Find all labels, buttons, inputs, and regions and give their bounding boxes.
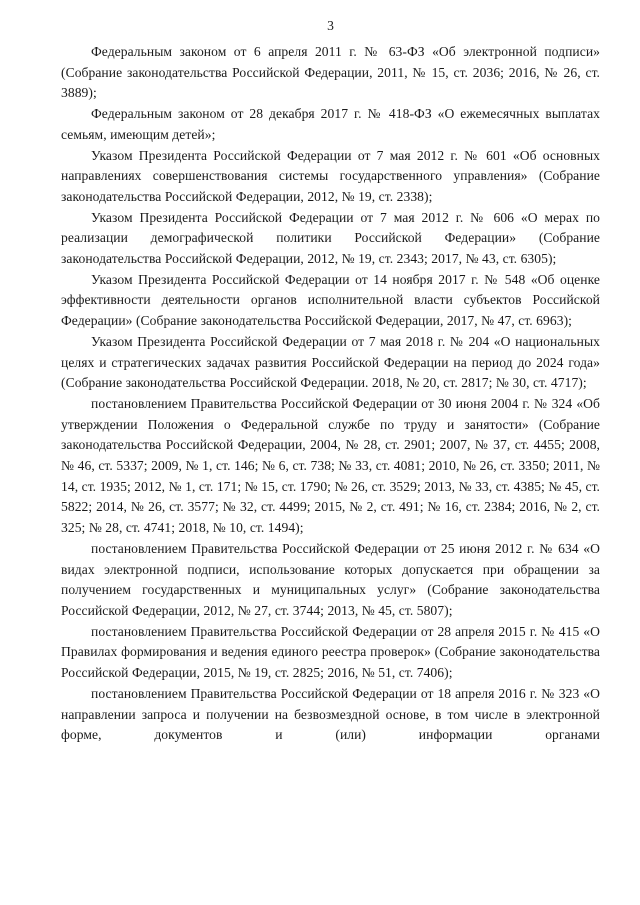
paragraph-law-63fz: Федеральным законом от 6 апреля 2011 г. № 63-ФЗ «Об электронной подписи» (Собрание законодательства Российской Федерации, 2011, № 15, ст. 2036; 2016, № 26, ст. 3889); (61, 44, 600, 101)
paragraph-decree-606: Указом Президента Российской Федерации от 7 мая 2012 г. № 606 «О мерах по реализации демографической политики Российской Федерации» (Собрание законодательства Российской Федерации, 2012, № 19, ст. 2343; 2017, № 43, ст. 6305); (61, 209, 600, 267)
paragraph-resolution-634: постановлением Правительства Российской Федерации от 25 июня 2012 г. № 634 «О видах электронной подписи, использование которых допускается при обращении за получением государственных и муниципальных услуг» (Собрание законодательства Российской Федерации, 2012, № 27, ст. 3744; 2013, № 45, ст. 5807); (61, 540, 600, 618)
paragraph-decree-548: Указом Президента Российской Федерации от 14 ноября 2017 г. № 548 «Об оценке эффективности деятельности органов исполнительной власти субъектов Российской Федерации» (Собрание законодательства Российской Федерации, 2017, № 47, ст. 6963); (61, 271, 600, 329)
paragraph-resolution-323: постановлением Правительства Российской Федерации от 18 апреля 2016 г. № 323 «О направлении запроса и получении на безвозмездной основе, в том числе в электронной форме, документов и (или) информации органами (61, 685, 600, 743)
paragraph-resolution-415: постановлением Правительства Российской Федерации от 28 апреля 2015 г. № 415 «О Правилах формирования и ведения единого реестра проверок» (Собрание законодательства Российской Федерации, 2015, № 19, ст. 2825; 2016, № 51, ст. 7406); (61, 623, 600, 681)
page-number: 3 (327, 18, 334, 33)
document-body (61, 42, 600, 746)
paragraph-resolution-324: постановлением Правительства Российской Федерации от 30 июня 2004 г. № 324 «Об утверждении Положения о Федеральной службе по труду и занятости» (Собрание законодательства Российской Федерации, 2004, № 28, ст. 2901; 2007, № 37, ст. 4455; 2008, № 46, ст. 5337; 2009, № 1, ст. 146; № 6, ст. 738; № 33, ст. 4081; 2010, № 26, ст. 3350; 2011, № 14, ст. 1935; 2012, № 1, ст. 171; № 15, ст. 1790; № 26, ст. 3529; 2013, № 33, ст. 4385; № 45, ст. 5822; 2014, № 26, ст. 3577; № 32, ст. 4499; 2015, № 2, ст. 491; № 16, ст. 2384; 2016, № 2, ст. 325; № 28, ст. 4741; 2018, № 10, ст. 1494); (61, 395, 600, 536)
paragraph-decree-601: Указом Президента Российской Федерации от 7 мая 2012 г. № 601 «Об основных направлениях совершенствования системы государственного управления» (Собрание законодательства Российской Федерации, 2012, № 19, ст. 2338); (61, 147, 600, 204)
paragraph-law-418fz: Федеральным законом от 28 декабря 2017 г. № 418-ФЗ «О ежемесячных выплатах семьям, имеющим детей»; (61, 106, 600, 142)
paragraph-decree-204: Указом Президента Российской Федерации от 7 мая 2018 г. № 204 «О национальных целях и стратегических задачах развития Российской Федерации на период до 2024 года» (Собрание законодательства Российской Федерации. 2018, № 20, ст. 2817; № 30, ст. 4717); (61, 333, 600, 391)
